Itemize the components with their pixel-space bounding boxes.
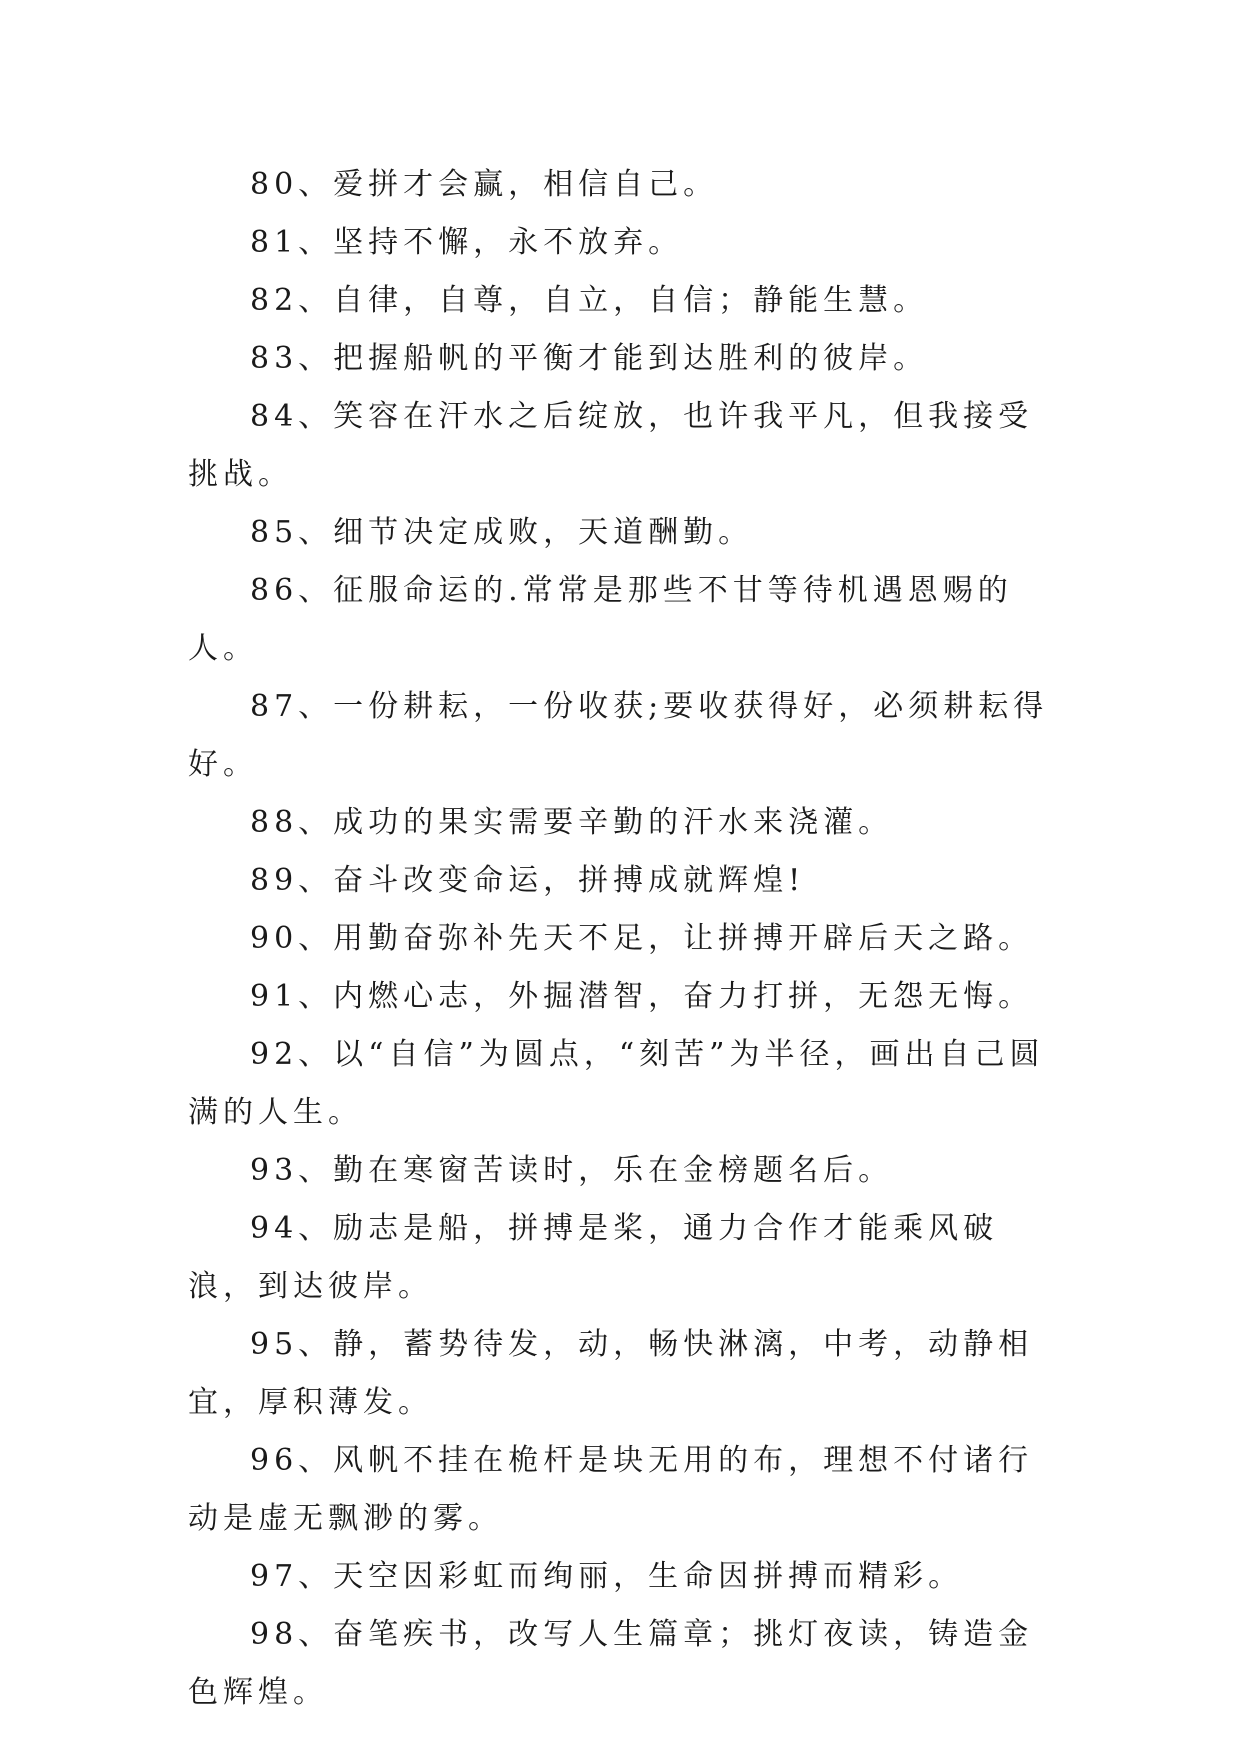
list-item: 86、征服命运的.常常是那些不甘等待机遇恩赐的人。 <box>188 573 1013 666</box>
list-item: 92、以“自信”为圆点，“刻苦”为半径，画出自己圆满的人生。 <box>188 1037 1045 1130</box>
list-item: 93、勤在寒窗苦读时，乐在金榜题名后。 <box>250 1153 894 1188</box>
list-item: 80、爱拼才会赢，相信自己。 <box>250 167 719 202</box>
list-item: 97、天空因彩虹而绚丽，生命因拼搏而精彩。 <box>250 1559 964 1594</box>
list-item: 98、奋笔疾书，改写人生篇章；挑灯夜读，铸造金色辉煌。 <box>188 1617 1034 1710</box>
list-item: 94、励志是船，拼搏是桨，通力合作才能乘风破浪，到达彼岸。 <box>188 1211 999 1304</box>
list-item: 90、用勤奋弥补先天不足，让拼搏开辟后天之路。 <box>250 921 1034 956</box>
list-item: 85、细节决定成败，天道酬勤。 <box>250 515 754 550</box>
list-item: 87、一份耕耘，一份收获;要收获得好，必须耕耘得好。 <box>188 689 1049 782</box>
list-item: 89、奋斗改变命运，拼搏成就辉煌! <box>250 863 806 898</box>
list-item: 81、坚持不懈，永不放弃。 <box>250 225 684 260</box>
document-body <box>188 156 1058 1722</box>
list-item: 95、静，蓄势待发，动，畅快淋漓，中考，动静相宜，厚积薄发。 <box>188 1327 1034 1420</box>
list-item: 88、成功的果实需要辛勤的汗水来浇灌。 <box>250 805 894 840</box>
list-item: 82、自律，自尊，自立，自信；静能生慧。 <box>250 283 929 318</box>
list-item: 83、把握船帆的平衡才能到达胜利的彼岸。 <box>250 341 929 376</box>
list-item: 91、内燃心志，外掘潜智，奋力打拼，无怨无悔。 <box>250 979 1034 1014</box>
list-item: 96、风帆不挂在桅杆是块无用的布，理想不付诸行动是虚无飘渺的雾。 <box>188 1443 1034 1536</box>
list-item: 84、笑容在汗水之后绽放，也许我平凡，但我接受挑战。 <box>188 399 1034 492</box>
